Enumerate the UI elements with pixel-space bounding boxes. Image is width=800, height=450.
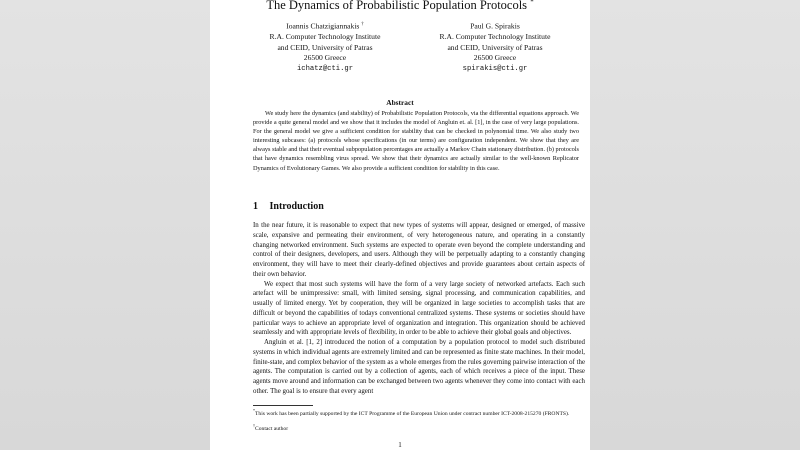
paragraph: Angluin et al. [1, 2] introduced the notion of a computation by a population protocol to model such distributed systems in which individual agents are extremely limited and can be represented as finite state machines. In their model, finite-state, and complex behavior of the system as a whole emerges from the rules governing pairwise interaction of the agents. The computation is carried out by a collection of agents, each of which receives a piece of the input. These agents move around and information can be exchanged between two agents whenever they come into contact with each other. The goal is to ensure that every agent [253,339,585,395]
author-email: spirakis@cti.gr [462,64,528,73]
author-city: 26500 Greece [303,53,347,63]
title-footnote-mark: * [530,0,534,6]
footnote [253,407,590,418]
author-city: 26500 Greece [473,53,517,63]
page-number: 1 [398,441,402,449]
paper-page [210,0,590,450]
author-block-2 [420,20,570,75]
footnote-mark: * [253,408,255,413]
viewer-background-right [590,0,800,450]
footnote-text: This work has been partially supported by the ICT Programme of the European Union under contract number ICT-2008-215270 (FRONTS). [255,410,570,417]
author-email: ichatz@cti.gr [296,64,354,73]
section-title: Introduction [269,201,324,212]
body-text [253,221,585,397]
author-footnote-mark: † [361,22,364,27]
section-heading [253,201,324,212]
footnote-text: Contact author [255,425,289,432]
paragraph: In the near future, it is reasonable to expect that new types of systems will appear, designed or emerged, of massive scale, expansive and permeating their environment, of very heterogeneous nature, and operating in a constantly changing networked environment. Such systems are expected to operate even beyond the complete understanding and control of their designers, developers, and users. Although they will be perpetually adapting to a constantly changing environment, they will have to meet their clearly-defined objectives and provide guarantees about certain aspects of their own behavior. [253,222,585,278]
section-number: 1 [253,201,258,212]
author-affiliation: and CEID, University of Patras [447,42,543,52]
author-block-1 [250,20,400,75]
abstract-heading: Abstract [386,98,414,107]
author-affiliation: R.A. Computer Technology Institute [439,32,551,42]
paragraph: We expect that most such systems will have the form of a very large society of networked artefacts. Each such artefact will be unimpressive: small, with limited sensing, signal processing, and communication capabilities, and usually of limited energy. Yet by cooperation, they will be organized in large societies to accomplish tasks that are difficult or beyond the capabilities of todays conventional centralized systems. These systems or societies should have particular ways to achieve an appropriate level of organization and integration. This organization should be achieved seamlessly and with appropriate levels of flexibility, in order to be able to achieve their global goals and objectives. [253,280,585,337]
paper-title-text: The Dynamics of Probabilistic Population Protocols [266,0,528,13]
author-name: Paul G. Spirakis [470,21,520,31]
author-affiliation: and CEID, University of Patras [277,42,373,52]
footnote-divider [253,405,313,406]
author-name: Ioannis Chatzigiannakis [286,21,360,31]
viewer-background-left [0,0,210,450]
author-affiliation: R.A. Computer Technology Institute [269,32,381,42]
abstract-text: We study here the dynamics (and stability) of Probabilistic Population Protocols, via the differential equations approach. We provide a quite general model and we show that it includes the model of Angluin et. al. [1], in the case of very large populations. For the general model we give a sufficient condition for stability that can be checked in polynomial time. We also study two interesting subcases: (a) protocols whose specifications (in our terms) are configuration independent. We show that they are always stable and that their eventual subpopulation percentages are actually a Markov Chain stationary distribution. (b) protocols that have dynamics resembling virus spread. We show that their dynamics are actually similar to the well-known Replicator Dynamics of Evolutionary Games. We also provide a sufficient condition for stability in this case. [253,110,579,172]
footnote [253,422,590,433]
footnote-mark: † [253,423,255,428]
paper-title [210,0,590,13]
